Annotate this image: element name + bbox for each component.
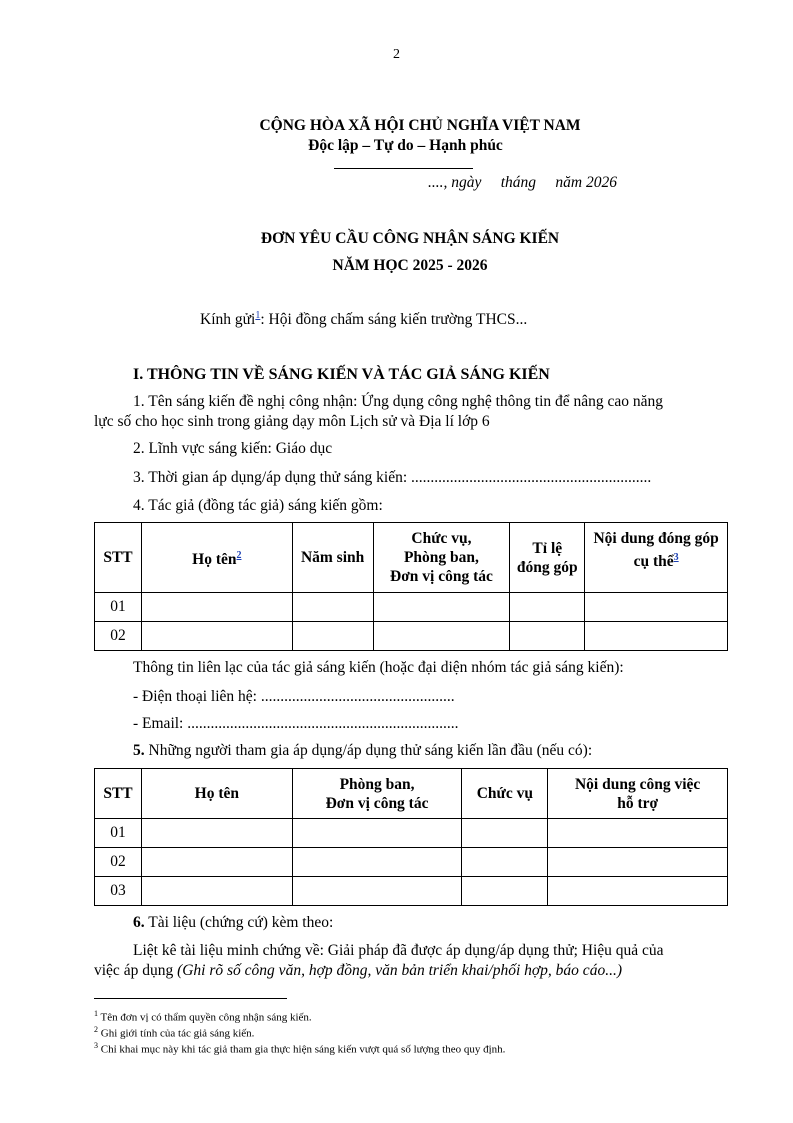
item-1-line2: lực số cho học sinh trong giảng dạy môn Lịch sử và Địa lí lớp 6 bbox=[94, 413, 490, 430]
form-title: ĐƠN YÊU CẦU CÔNG NHẬN SÁNG KIẾN bbox=[260, 230, 560, 247]
cell-position[interactable] bbox=[462, 819, 548, 848]
cell-department[interactable] bbox=[292, 848, 462, 877]
cell-department[interactable] bbox=[292, 877, 462, 906]
cell-content[interactable] bbox=[585, 622, 728, 651]
cell-position[interactable] bbox=[373, 622, 510, 651]
col-name: Họ tên bbox=[141, 769, 292, 819]
col-name bbox=[141, 523, 292, 593]
row-stt: 01 bbox=[95, 593, 142, 622]
email-line: - Email: ...................................................................... bbox=[133, 715, 459, 732]
greeting bbox=[200, 310, 527, 329]
col-position-l3: Đơn vị công tác bbox=[390, 568, 493, 585]
greeting-prefix: Kính gửi bbox=[200, 311, 256, 329]
item-5 bbox=[133, 742, 592, 760]
footnote-3 bbox=[94, 1041, 505, 1056]
col-stt: STT bbox=[95, 769, 142, 819]
item-3: 3. Thời gian áp dụng/áp dụng thử sáng kiến: .............................................................. bbox=[133, 469, 652, 486]
col-department bbox=[292, 769, 462, 819]
cell-position[interactable] bbox=[462, 848, 548, 877]
footnote-ref-2[interactable]: 2 bbox=[236, 549, 242, 561]
col-content bbox=[585, 523, 728, 593]
footnote-1-text: Tên đơn vị có thẩm quyền công nhận sáng kiến. bbox=[98, 1011, 312, 1024]
cell-name[interactable] bbox=[141, 593, 292, 622]
item-6-desc-line1: Liệt kê tài liệu minh chứng về: Giải pháp đã được áp dụng/áp dụng thử; Hiệu quả của bbox=[133, 942, 664, 959]
footnote-ref-1[interactable]: 1 bbox=[255, 310, 261, 321]
row-stt: 01 bbox=[95, 819, 142, 848]
cell-position[interactable] bbox=[373, 593, 510, 622]
footnote-3-text: Chỉ khai mục này khi tác giả tham gia thực hiện sáng kiến vượt quá số lượng theo quy định. bbox=[98, 1043, 506, 1056]
footnote-1-num: 1 bbox=[94, 1009, 98, 1018]
col-ratio bbox=[510, 523, 585, 593]
cell-name[interactable] bbox=[141, 848, 292, 877]
footnote-ref-3[interactable]: 3 bbox=[673, 552, 679, 563]
col-ratio-l1: Tỉ lệ bbox=[532, 539, 563, 557]
date-line: ...., ngày tháng năm 2026 bbox=[428, 174, 618, 191]
col-name-label: Họ tên bbox=[192, 551, 237, 569]
item-6-text: Tài liệu (chứng cứ) kèm theo: bbox=[144, 914, 334, 931]
col-stt: STT bbox=[95, 523, 142, 593]
cell-name[interactable] bbox=[141, 877, 292, 906]
cell-birth[interactable] bbox=[292, 593, 373, 622]
col-position bbox=[373, 523, 510, 593]
cell-position[interactable] bbox=[462, 877, 548, 906]
cell-content[interactable] bbox=[585, 593, 728, 622]
item-2: 2. Lĩnh vực sáng kiến: Giáo dục bbox=[133, 440, 333, 457]
row-stt: 03 bbox=[95, 877, 142, 906]
phone-line: - Điện thoại liên hệ: .................................................. bbox=[133, 688, 455, 705]
motto: Độc lập – Tự do – Hạnh phúc bbox=[308, 137, 503, 154]
cell-task[interactable] bbox=[548, 848, 728, 877]
col-task-l1: Nội dung công việc bbox=[574, 775, 701, 793]
col-task bbox=[548, 769, 728, 819]
col-ratio-l2: đóng góp bbox=[516, 558, 578, 576]
greeting-text: : Hội đồng chấm sáng kiến trường THCS... bbox=[260, 311, 528, 329]
cell-task[interactable] bbox=[548, 819, 728, 848]
table-row bbox=[95, 848, 728, 877]
col-content-l2-wrap bbox=[587, 548, 725, 571]
cell-name[interactable] bbox=[141, 819, 292, 848]
footnote-1 bbox=[94, 1009, 312, 1024]
footnote-separator bbox=[94, 998, 287, 999]
col-content-l1: Nội dung đóng góp bbox=[593, 530, 719, 547]
authors-table bbox=[94, 522, 728, 651]
item-6 bbox=[133, 914, 333, 932]
item-5-number: 5. bbox=[133, 742, 145, 759]
col-position: Chức vụ bbox=[462, 769, 548, 819]
footnote-2-num: 2 bbox=[94, 1025, 98, 1034]
col-position-l1: Chức vụ, bbox=[411, 530, 472, 547]
col-department-l2: Đơn vị công tác bbox=[325, 794, 429, 812]
table-row bbox=[95, 622, 728, 651]
contact-intro: Thông tin liên lạc của tác giả sáng kiến (hoặc đại diện nhóm tác giả sáng kiến): bbox=[133, 659, 624, 676]
authors-table-header bbox=[95, 523, 728, 593]
cell-task[interactable] bbox=[548, 877, 728, 906]
item-6-number: 6. bbox=[133, 914, 145, 931]
footnote-2-text: Ghi giới tính của tác giả sáng kiến. bbox=[98, 1027, 255, 1040]
school-year: NĂM HỌC 2025 - 2026 bbox=[332, 257, 488, 274]
country-heading: CỘNG HÒA XÃ HỘI CHỦ NGHĨA VIỆT NAM bbox=[259, 117, 581, 134]
participants-table bbox=[94, 768, 728, 906]
section-heading: I. THÔNG TIN VỀ SÁNG KIẾN VÀ TÁC GIẢ SÁNG KIẾN bbox=[133, 366, 550, 383]
col-task-l2: hỗ trợ bbox=[617, 794, 659, 812]
cell-birth[interactable] bbox=[292, 622, 373, 651]
cell-name[interactable] bbox=[141, 622, 292, 651]
item-6-desc-italic: (Ghi rõ số công văn, hợp đồng, văn bản triển khai/phối hợp, báo cáo...) bbox=[177, 962, 622, 979]
motto-underline bbox=[334, 168, 473, 169]
cell-ratio[interactable] bbox=[510, 593, 585, 622]
table-row bbox=[95, 819, 728, 848]
cell-ratio[interactable] bbox=[510, 622, 585, 651]
item-1-line1: 1. Tên sáng kiến đề nghị công nhận: Ứng dụng công nghệ thông tin để nâng cao năng bbox=[133, 393, 664, 410]
col-content-l2: cụ thể bbox=[633, 553, 674, 571]
row-stt: 02 bbox=[95, 848, 142, 877]
footnote-2 bbox=[94, 1025, 254, 1040]
table-row bbox=[95, 593, 728, 622]
cell-department[interactable] bbox=[292, 819, 462, 848]
participants-table-header bbox=[95, 769, 728, 819]
col-birth-year: Năm sinh bbox=[292, 523, 373, 593]
col-position-l2: Phòng ban, bbox=[403, 549, 479, 566]
page-number: 2 bbox=[393, 47, 400, 62]
item-4: 4. Tác giả (đồng tác giả) sáng kiến gồm: bbox=[133, 497, 383, 514]
item-6-desc-line2 bbox=[94, 962, 622, 980]
footnote-3-num: 3 bbox=[94, 1041, 98, 1050]
col-department-l1: Phòng ban, bbox=[339, 775, 415, 793]
item-6-desc-plain: việc áp dụng bbox=[94, 962, 178, 979]
row-stt: 02 bbox=[95, 622, 142, 651]
item-5-text: Những người tham gia áp dụng/áp dụng thử sáng kiến lần đầu (nếu có): bbox=[144, 742, 593, 759]
table-row bbox=[95, 877, 728, 906]
